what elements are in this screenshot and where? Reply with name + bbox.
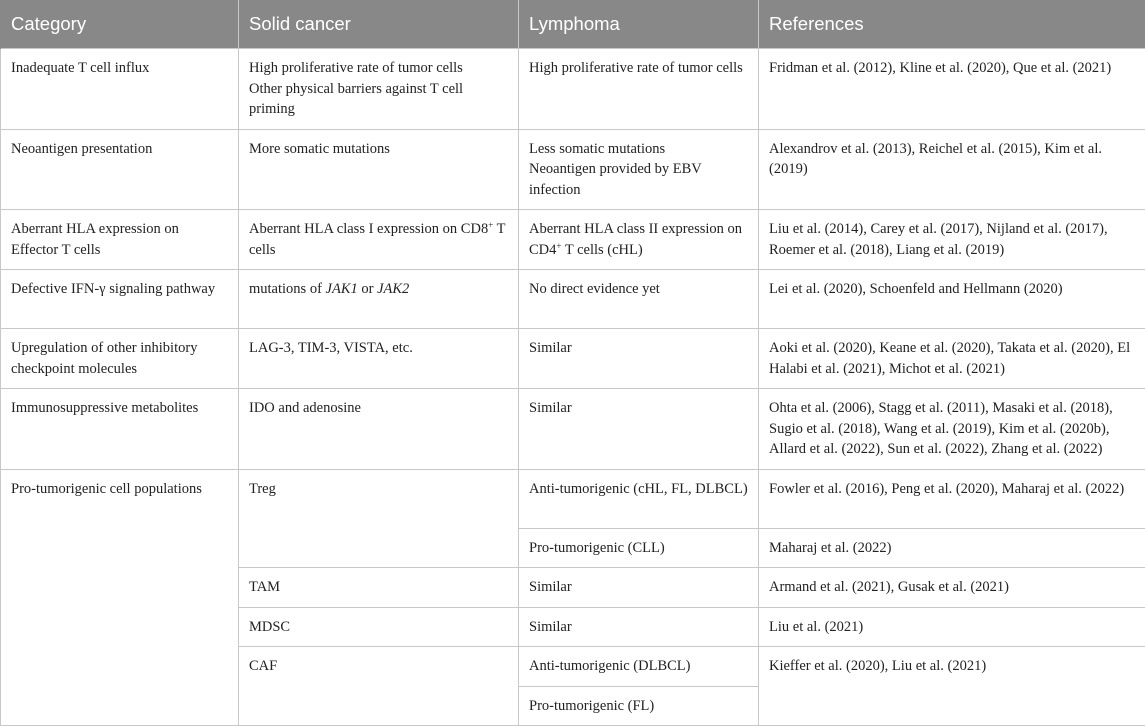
header-references: References bbox=[759, 0, 1145, 49]
references-cell: Alexandrov et al. (2013), Reichel et al. (2015), Kim et al. (2019) bbox=[759, 129, 1145, 210]
references-cell: Armand et al. (2021), Gusak et al. (2021) bbox=[759, 568, 1145, 608]
lymphoma-cell bbox=[519, 210, 759, 270]
table-row bbox=[1, 469, 1145, 528]
solid-cancer-cell bbox=[239, 210, 519, 270]
header-solid-cancer: Solid cancer bbox=[239, 0, 519, 49]
lymphoma-cell: Similar bbox=[519, 329, 759, 389]
gene-name: JAK1 bbox=[326, 281, 358, 297]
lymphoma-text: T cells (cHL) bbox=[561, 242, 642, 258]
references-cell: Maharaj et al. (2022) bbox=[759, 528, 1145, 568]
solid-cancer-cell: IDO and adenosine bbox=[239, 389, 519, 470]
references-cell: Lei et al. (2020), Schoenfeld and Hellmann (2020) bbox=[759, 270, 1145, 329]
lymphoma-cell: High proliferative rate of tumor cells bbox=[519, 49, 759, 130]
lymphoma-cell: No direct evidence yet bbox=[519, 270, 759, 329]
category-cell: Upregulation of other inhibitory checkpoint molecules bbox=[1, 329, 239, 389]
lymphoma-cell: Similar bbox=[519, 607, 759, 647]
category-cell: Immunosuppressive metabolites bbox=[1, 389, 239, 470]
lymphoma-cell: Anti-tumorigenic (DLBCL) bbox=[519, 647, 759, 687]
lymphoma-cell: Similar bbox=[519, 568, 759, 608]
category-cell: Aberrant HLA expression on Effector T cells bbox=[1, 210, 239, 270]
superscript: + bbox=[488, 220, 493, 230]
lymphoma-cell: Anti-tumorigenic (cHL, FL, DLBCL) bbox=[519, 469, 759, 528]
table-row bbox=[1, 49, 1145, 130]
solid-cancer-cell: More somatic mutations bbox=[239, 129, 519, 210]
lymphoma-text: Aberrant HLA class II expression on CD4 bbox=[529, 221, 742, 258]
references-cell: Aoki et al. (2020), Keane et al. (2020), Takata et al. (2020), El Halabi et al. (2021), Michot et al. (2021) bbox=[759, 329, 1145, 389]
lymphoma-line: Less somatic mutations bbox=[529, 139, 748, 160]
superscript: + bbox=[556, 241, 561, 251]
solid-cancer-text: Aberrant HLA class I expression on CD8 bbox=[249, 221, 488, 237]
solid-cancer-text: or bbox=[358, 281, 377, 297]
lymphoma-cell: Pro-tumorigenic (FL) bbox=[519, 686, 759, 726]
solid-cancer-text: mutations of bbox=[249, 281, 326, 297]
solid-cancer-cell: TAM bbox=[239, 568, 519, 608]
table-row bbox=[1, 210, 1145, 270]
references-cell: Fridman et al. (2012), Kline et al. (2020), Que et al. (2021) bbox=[759, 49, 1145, 130]
solid-cancer-text: T cells bbox=[249, 221, 505, 258]
references-cell: Ohta et al. (2006), Stagg et al. (2011), Masaki et al. (2018), Sugio et al. (2018), Wang et al. (2019), Kim et al. (2020b), Allard et al. (2022), Sun et al. (2022), Zhang et al. (2022) bbox=[759, 389, 1145, 470]
table-row bbox=[1, 389, 1145, 470]
solid-cancer-cell: Treg bbox=[239, 469, 519, 568]
category-cell: Neoantigen presentation bbox=[1, 129, 239, 210]
solid-cancer-cell: MDSC bbox=[239, 607, 519, 647]
table-row bbox=[1, 329, 1145, 389]
gene-name: JAK2 bbox=[377, 281, 409, 297]
references-cell: Fowler et al. (2016), Peng et al. (2020), Maharaj et al. (2022) bbox=[759, 469, 1145, 528]
solid-cancer-line: Other physical barriers against T cell priming bbox=[249, 79, 508, 120]
table-row bbox=[1, 270, 1145, 329]
solid-cancer-cell bbox=[239, 49, 519, 130]
header-row bbox=[1, 0, 1145, 49]
references-cell: Liu et al. (2014), Carey et al. (2017), Nijland et al. (2017), Roemer et al. (2018), Liang et al. (2019) bbox=[759, 210, 1145, 270]
lymphoma-cell bbox=[519, 129, 759, 210]
references-cell: Kieffer et al. (2020), Liu et al. (2021) bbox=[759, 647, 1145, 726]
header-category: Category bbox=[1, 0, 239, 49]
solid-cancer-cell: CAF bbox=[239, 647, 519, 726]
table-row bbox=[1, 129, 1145, 210]
category-cell: Inadequate T cell influx bbox=[1, 49, 239, 130]
lymphoma-line: Neoantigen provided by EBV infection bbox=[529, 159, 748, 200]
lymphoma-cell: Pro-tumorigenic (CLL) bbox=[519, 528, 759, 568]
category-cell: Defective IFN-γ signaling pathway bbox=[1, 270, 239, 329]
solid-cancer-line: High proliferative rate of tumor cells bbox=[249, 58, 508, 79]
solid-cancer-cell: LAG-3, TIM-3, VISTA, etc. bbox=[239, 329, 519, 389]
category-cell: Pro-tumorigenic cell populations bbox=[1, 469, 239, 726]
lymphoma-cell: Similar bbox=[519, 389, 759, 470]
solid-cancer-cell bbox=[239, 270, 519, 329]
header-lymphoma: Lymphoma bbox=[519, 0, 759, 49]
references-cell: Liu et al. (2021) bbox=[759, 607, 1145, 647]
